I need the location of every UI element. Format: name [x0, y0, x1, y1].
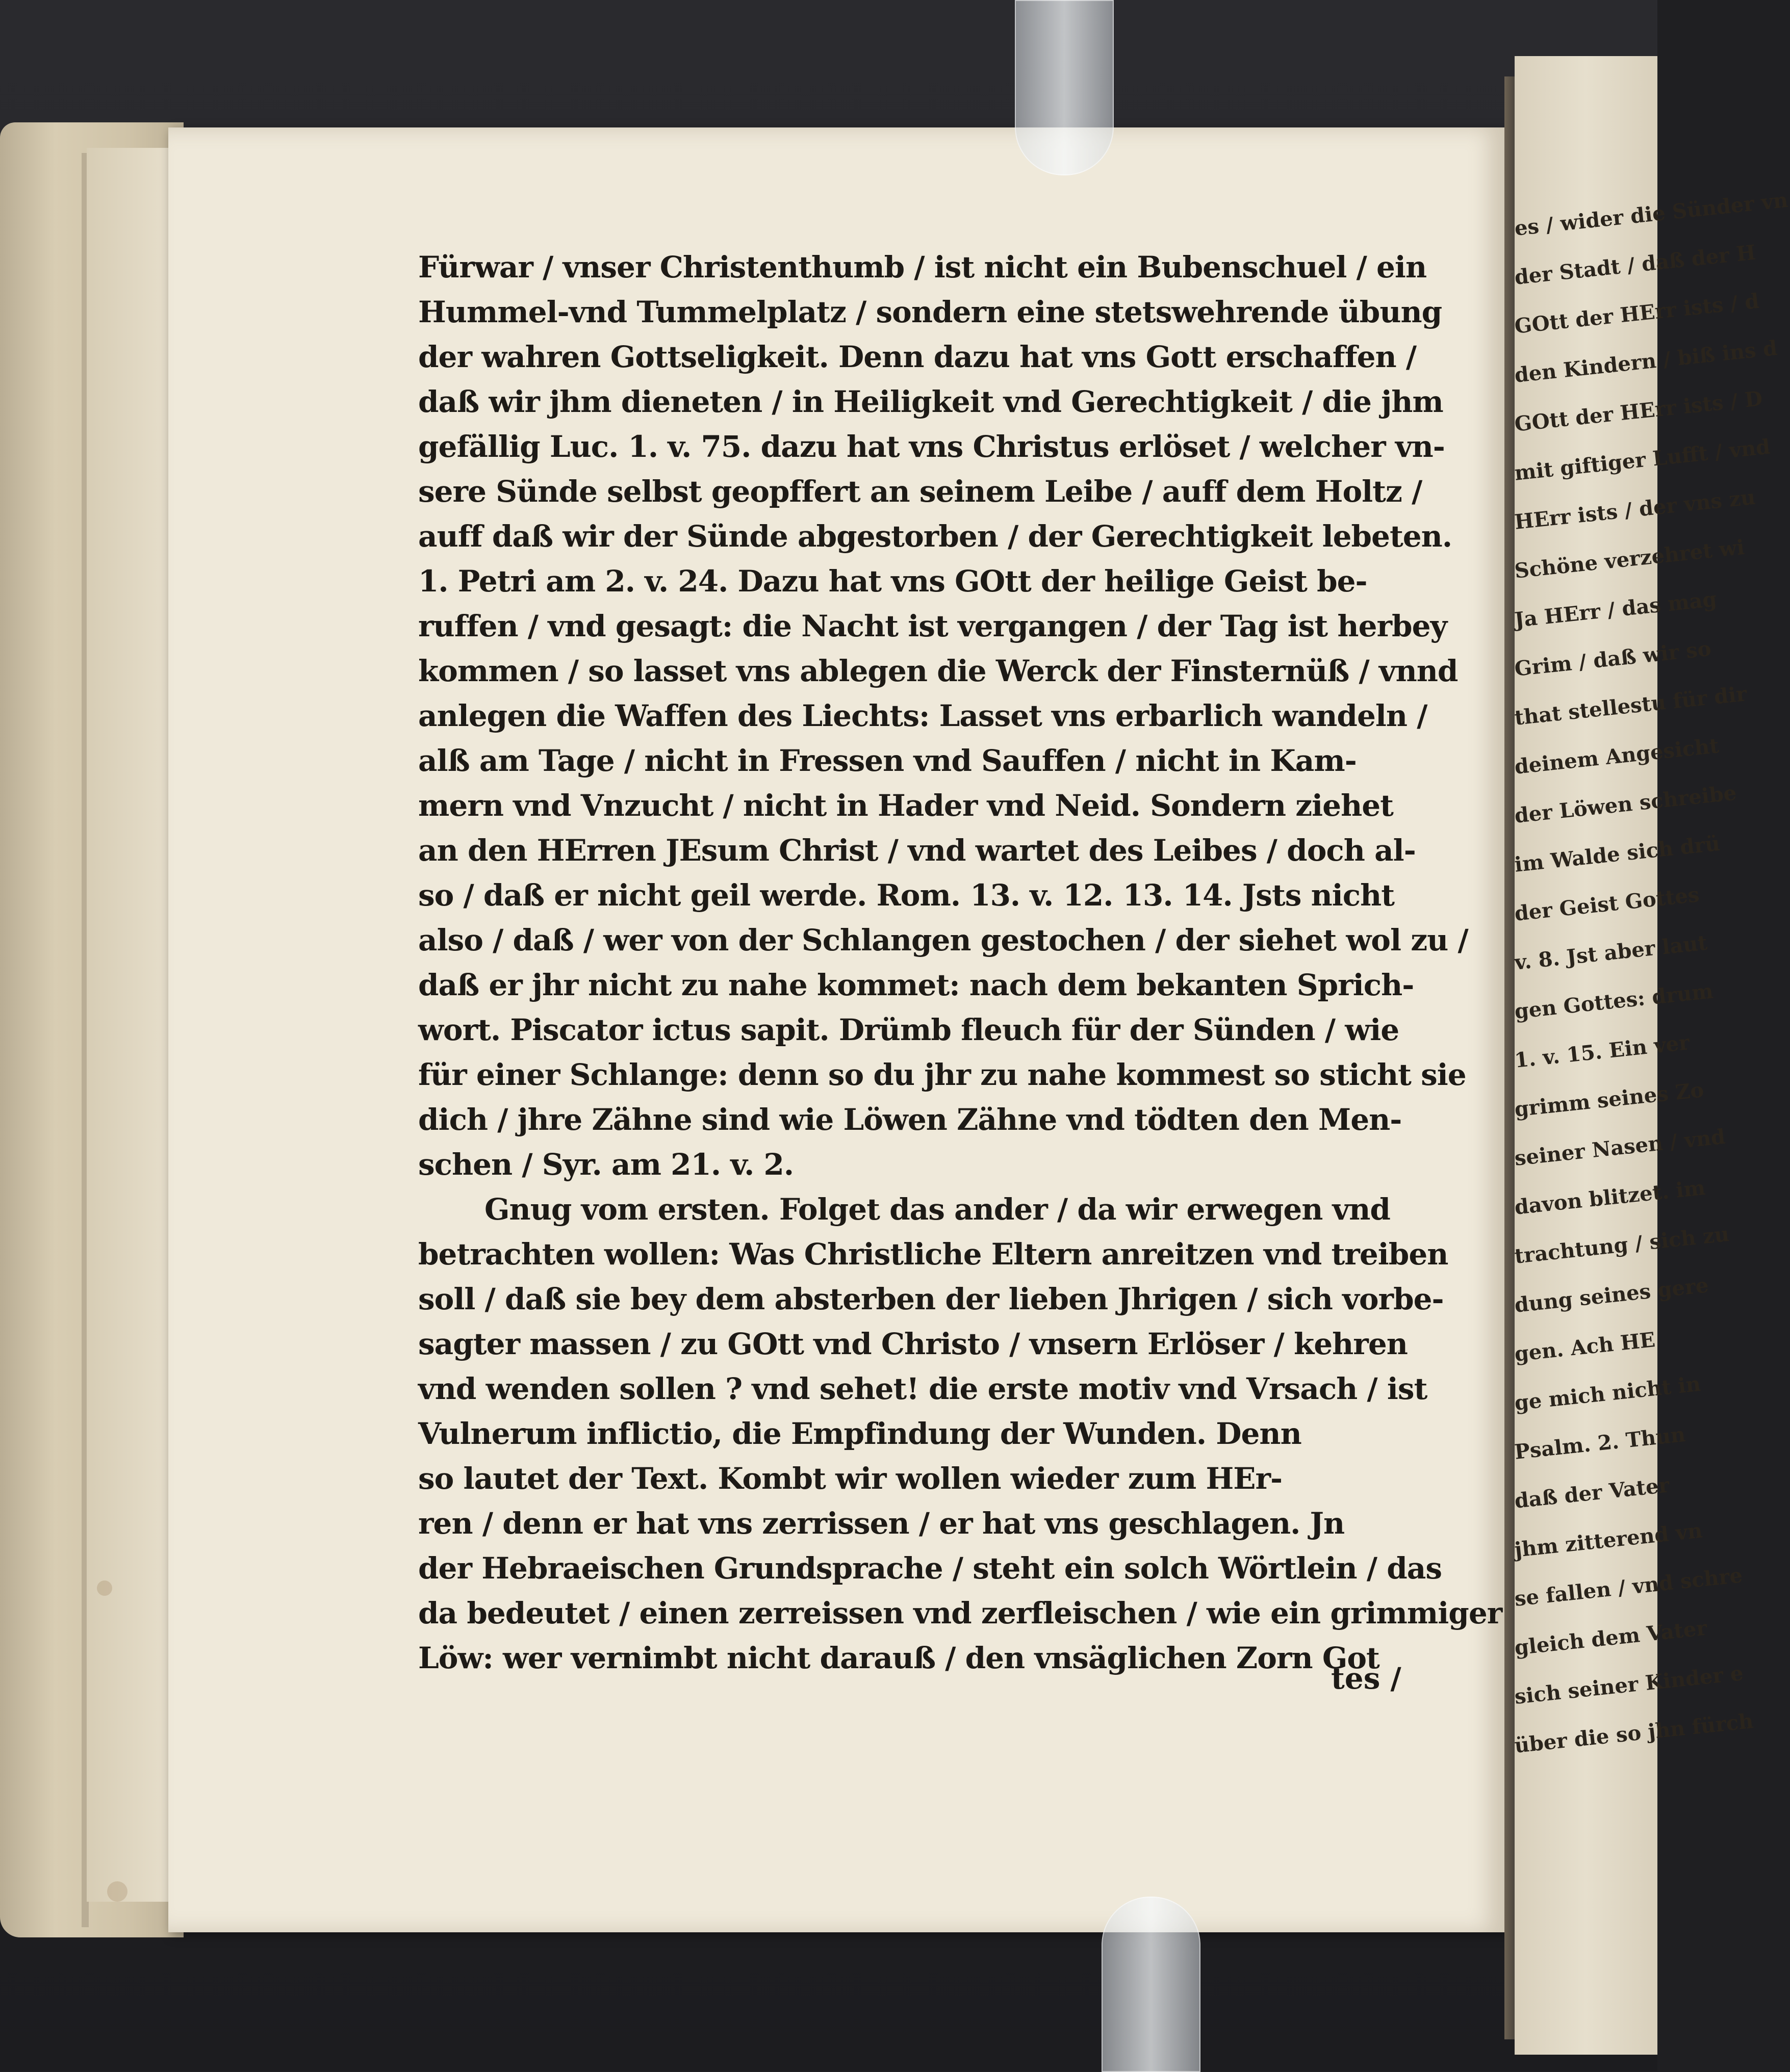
text-line: ruffen / vnd gesagt: die Nacht ist vergangen / der Tag ist herbey — [418, 609, 1447, 643]
text-line: für einer Schlange: denn so du jhr zu nahe kommest so sticht sie — [418, 1057, 1466, 1092]
text-line: auff daß wir der Sünde abgestorben / der Gerechtigkeit lebeten. — [418, 519, 1452, 554]
facing-line: Schöne verzehret wi — [1513, 535, 1746, 583]
text-line: soll / daß sie bey dem absterben der lieben Jhrigen / sich vorbe- — [418, 1282, 1444, 1316]
facing-line: den Kindern / biß ins d — [1513, 336, 1779, 387]
text-line: an den HErren JEsum Christ / vnd wartet des Leibes / doch al- — [418, 833, 1416, 868]
facing-line: ge mich nicht in — [1513, 1371, 1702, 1415]
facing-line: Ja HErr / das mag — [1513, 587, 1718, 632]
facing-line: der Löwen schreibe — [1513, 781, 1738, 828]
facing-line: deinem Angesicht — [1513, 734, 1720, 779]
facing-line: gen Gottes: drum — [1513, 979, 1715, 1024]
page-clip-bottom — [1102, 1897, 1200, 2072]
main-text — [418, 245, 1502, 1680]
catchword: tes / — [1331, 1661, 1401, 1696]
facing-line: Grim / daß wir so — [1513, 636, 1712, 681]
text-line: so / daß er nicht geil werde. Rom. 13. v. 12. 13. 14. Jsts nicht — [418, 878, 1395, 913]
facing-line: davon blitzet. im — [1513, 1175, 1707, 1220]
facing-line: Psalm. 2. Thun — [1513, 1422, 1687, 1464]
facing-line: der Geist Gottes — [1513, 883, 1701, 926]
facing-line: gleich dem Vater — [1513, 1616, 1708, 1660]
text-line: da bedeutet / einen zerreissen vnd zerfleischen / wie ein grimmiger — [418, 1596, 1502, 1630]
facing-line: se fallen / vnd schre — [1513, 1563, 1744, 1611]
text-line: anlegen die Waffen des Liechts: Lasset vns erbarlich wandeln / — [418, 698, 1427, 733]
paragraph-2 — [418, 1187, 1502, 1680]
facing-page — [1513, 56, 1789, 2055]
text-line: Gnug vom ersten. Folget das ander / da wir erwegen vnd — [484, 1192, 1390, 1227]
text-line: der wahren Gottseligkeit. Denn dazu hat vns Gott erschaffen / — [418, 340, 1417, 374]
facing-line: v. 8. Jst aber laut — [1513, 930, 1708, 975]
text-line: daß wir jhm dieneten / in Heiligkeit vnd Gerechtigkeit / die jhm — [418, 384, 1443, 419]
page-clip-top — [1015, 0, 1114, 175]
facing-line: über die so jhn fürch — [1513, 1708, 1755, 1758]
text-line: Vulnerum inflictio, die Empfindung der Wunden. Denn — [418, 1416, 1301, 1451]
facing-line: HErr ists / der vns zu — [1513, 485, 1757, 534]
text-line: mern vnd Vnzucht / nicht in Hader vnd Neid. Sondern ziehet — [418, 788, 1393, 823]
text-line: 1. Petri am 2. v. 24. Dazu hat vns GOtt der heilige Geist be- — [418, 564, 1367, 599]
text-line: Löw: wer vernimbt nicht darauß / den vnsäglichen Zorn Got — [418, 1641, 1379, 1675]
facing-line: grimm seines Zo — [1513, 1078, 1705, 1122]
text-line: gefällig Luc. 1. v. 75. dazu hat vns Christus erlöset / welcher vn- — [418, 429, 1445, 464]
text-line: schen / Syr. am 21. v. 2. — [418, 1147, 794, 1182]
text-line: sagter massen / zu GOtt vnd Christo / vnsern Erlöser / kehren — [418, 1327, 1408, 1361]
facing-line: trachtung / sich zu — [1513, 1222, 1730, 1268]
facing-line: sich seiner Kinder e — [1513, 1661, 1745, 1709]
facing-line: dung seines gere — [1513, 1273, 1710, 1317]
text-line: kommen / so lasset vns ablegen die Werck der Finsternüß / vnnd — [418, 654, 1458, 688]
text-line: dich / jhre Zähne sind wie Löwen Zähne vnd tödten den Men- — [418, 1102, 1402, 1137]
text-line: wort. Piscator ictus sapit. Drümb fleuch für der Sünden / wie — [418, 1013, 1399, 1047]
text-line: Fürwar / vnser Christenthumb / ist nicht ein Bubenschuel / ein — [418, 250, 1427, 284]
facing-line: seiner Nasen / vnd — [1513, 1124, 1727, 1171]
facing-line: gen. Ach HE — [1513, 1328, 1656, 1366]
text-line: so lautet der Text. Kombt wir wollen wieder zum HEr- — [418, 1461, 1283, 1496]
facing-line: jhm zitterend vn — [1513, 1518, 1704, 1562]
facing-line: mit giftiger Lufft / vnd — [1513, 434, 1772, 485]
foxing-spot — [107, 1881, 127, 1902]
facing-line: der Stadt / daß der H — [1513, 240, 1757, 290]
text-line: ren / denn er hat vns zerrissen / er hat vns geschlagen. Jn — [418, 1506, 1345, 1541]
facing-line: 1. v. 15. Ein ver — [1513, 1030, 1691, 1073]
text-line: vnd wenden sollen ? vnd sehet! die erste motiv vnd Vrsach / ist — [418, 1371, 1427, 1406]
page-underlayer — [87, 148, 173, 1902]
text-line: betrachten wollen: Was Christliche Eltern anreitzen vnd treiben — [418, 1237, 1448, 1272]
facing-line: GOtt der HErr ists / D — [1513, 386, 1764, 436]
text-line: der Hebraeischen Grundsprache / steht ein solch Wörtlein / das — [418, 1551, 1442, 1586]
facing-line: that stellestu für dir — [1513, 682, 1748, 730]
text-line: daß er jhr nicht zu nahe kommet: nach dem bekanten Sprich- — [418, 968, 1414, 1002]
paragraph-1 — [418, 245, 1468, 1187]
text-line: sere Sünde selbst geopffert an seinem Leibe / auff dem Holtz / — [418, 474, 1422, 509]
text-line: alß am Tage / nicht in Fressen vnd Sauffen / nicht in Kam- — [418, 743, 1357, 778]
facing-line: daß der Vater — [1513, 1473, 1671, 1513]
text-line: Hummel-vnd Tummelplatz / sondern eine stetswehrende übung — [418, 295, 1442, 329]
facing-line: es / wider die Sünder vn — [1513, 188, 1789, 241]
text-line: also / daß / wer von der Schlangen gestochen / der siehet wol zu / — [418, 923, 1468, 957]
facing-line: GOtt der HErr ists / d — [1513, 289, 1760, 339]
facing-line: im Walde sich drü — [1513, 831, 1721, 877]
foxing-spot — [97, 1581, 112, 1596]
